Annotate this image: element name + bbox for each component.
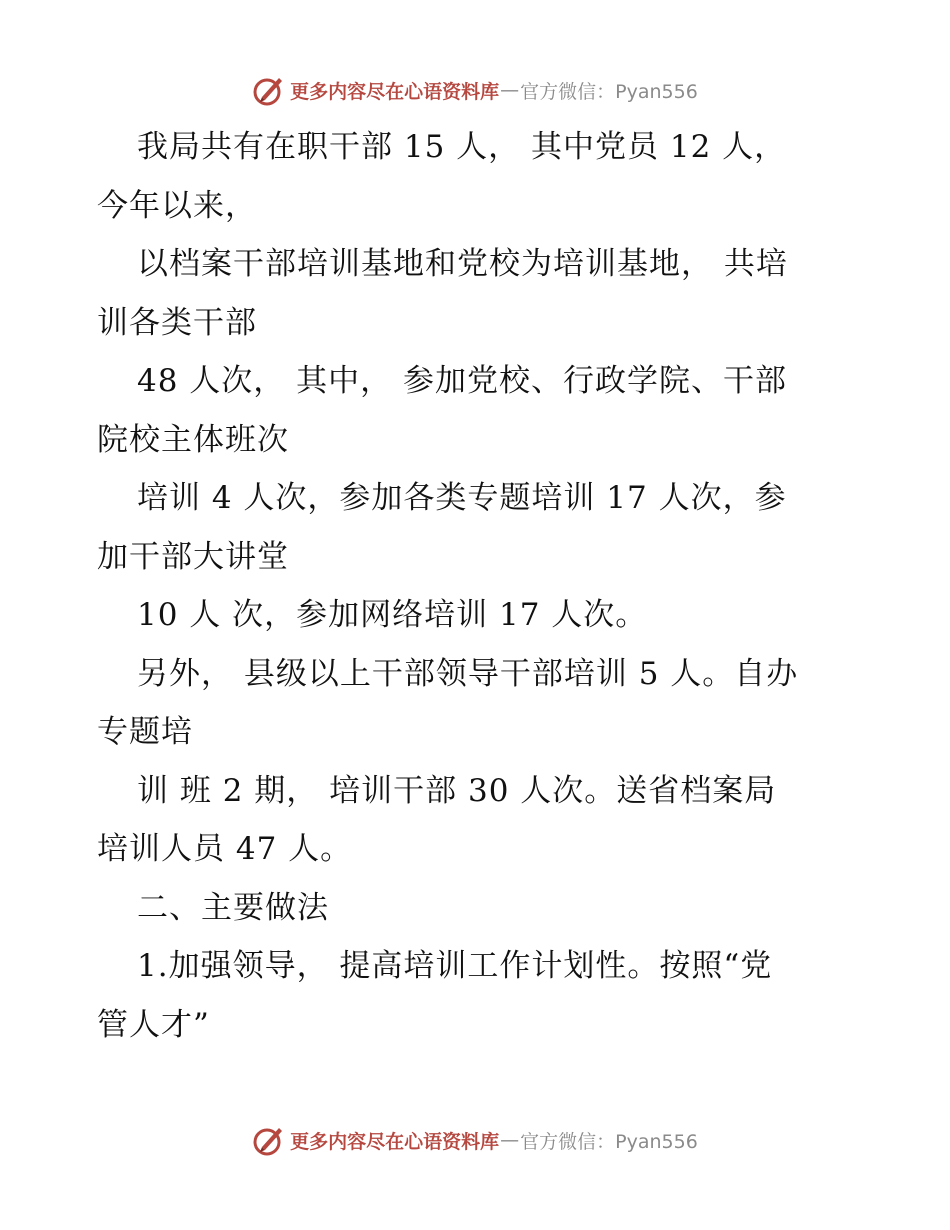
watermark-header: [0, 70, 950, 110]
paragraph-line: 培训人员 47 人。: [97, 831, 353, 867]
watermark-main-text: 更多内容尽在心语资料库: [290, 80, 500, 103]
paragraph-line: 1.加强领导， 提高培训工作计划性。按照“党: [137, 948, 773, 984]
paragraph-line: 我局共有在职干部 15 人， 其中党员 12 人，: [137, 129, 787, 165]
watermark-wechat-text: 官方微信：Pyan556: [520, 80, 698, 103]
watermark-separator: —: [500, 1129, 520, 1151]
paragraph-line: 48 人次， 其中， 参加党校、行政学院、干部: [137, 363, 788, 399]
paragraph-line: 另外， 县级以上干部领导干部培训 5 人。自办: [137, 655, 799, 692]
paragraph-line: 培训 4 人次，参加各类专题培训 17 人次，参: [137, 480, 787, 516]
paragraph-line: 训 班 2 期， 培训干部 30 人次。送省档案局: [137, 772, 777, 809]
paragraph-line: 以档案干部培训基地和党校为培训基地， 共培: [137, 246, 788, 282]
paragraph-line: 10 人 次，参加网络培训 17 人次。: [137, 597, 648, 633]
paragraph-line: 今年以来，: [97, 187, 257, 224]
pen-logo-icon: [252, 73, 286, 107]
paragraph-line: 专题培: [97, 714, 193, 750]
paragraph-line: 训各类干部: [97, 304, 257, 341]
watermark-separator: —: [500, 79, 520, 101]
paragraph-line: 管人才”: [97, 1006, 210, 1043]
paragraph-line: 院校主体班次: [97, 421, 289, 458]
pen-logo-icon: [252, 1123, 286, 1157]
watermark-wechat-text: 官方微信：Pyan556: [520, 1130, 698, 1153]
paragraph-line: 加干部大讲堂: [97, 538, 289, 575]
section-heading: 二、主要做法: [137, 889, 329, 926]
watermark-footer: [0, 1120, 950, 1160]
watermark-main-text: 更多内容尽在心语资料库: [290, 1130, 500, 1153]
document-body: [97, 118, 857, 1054]
